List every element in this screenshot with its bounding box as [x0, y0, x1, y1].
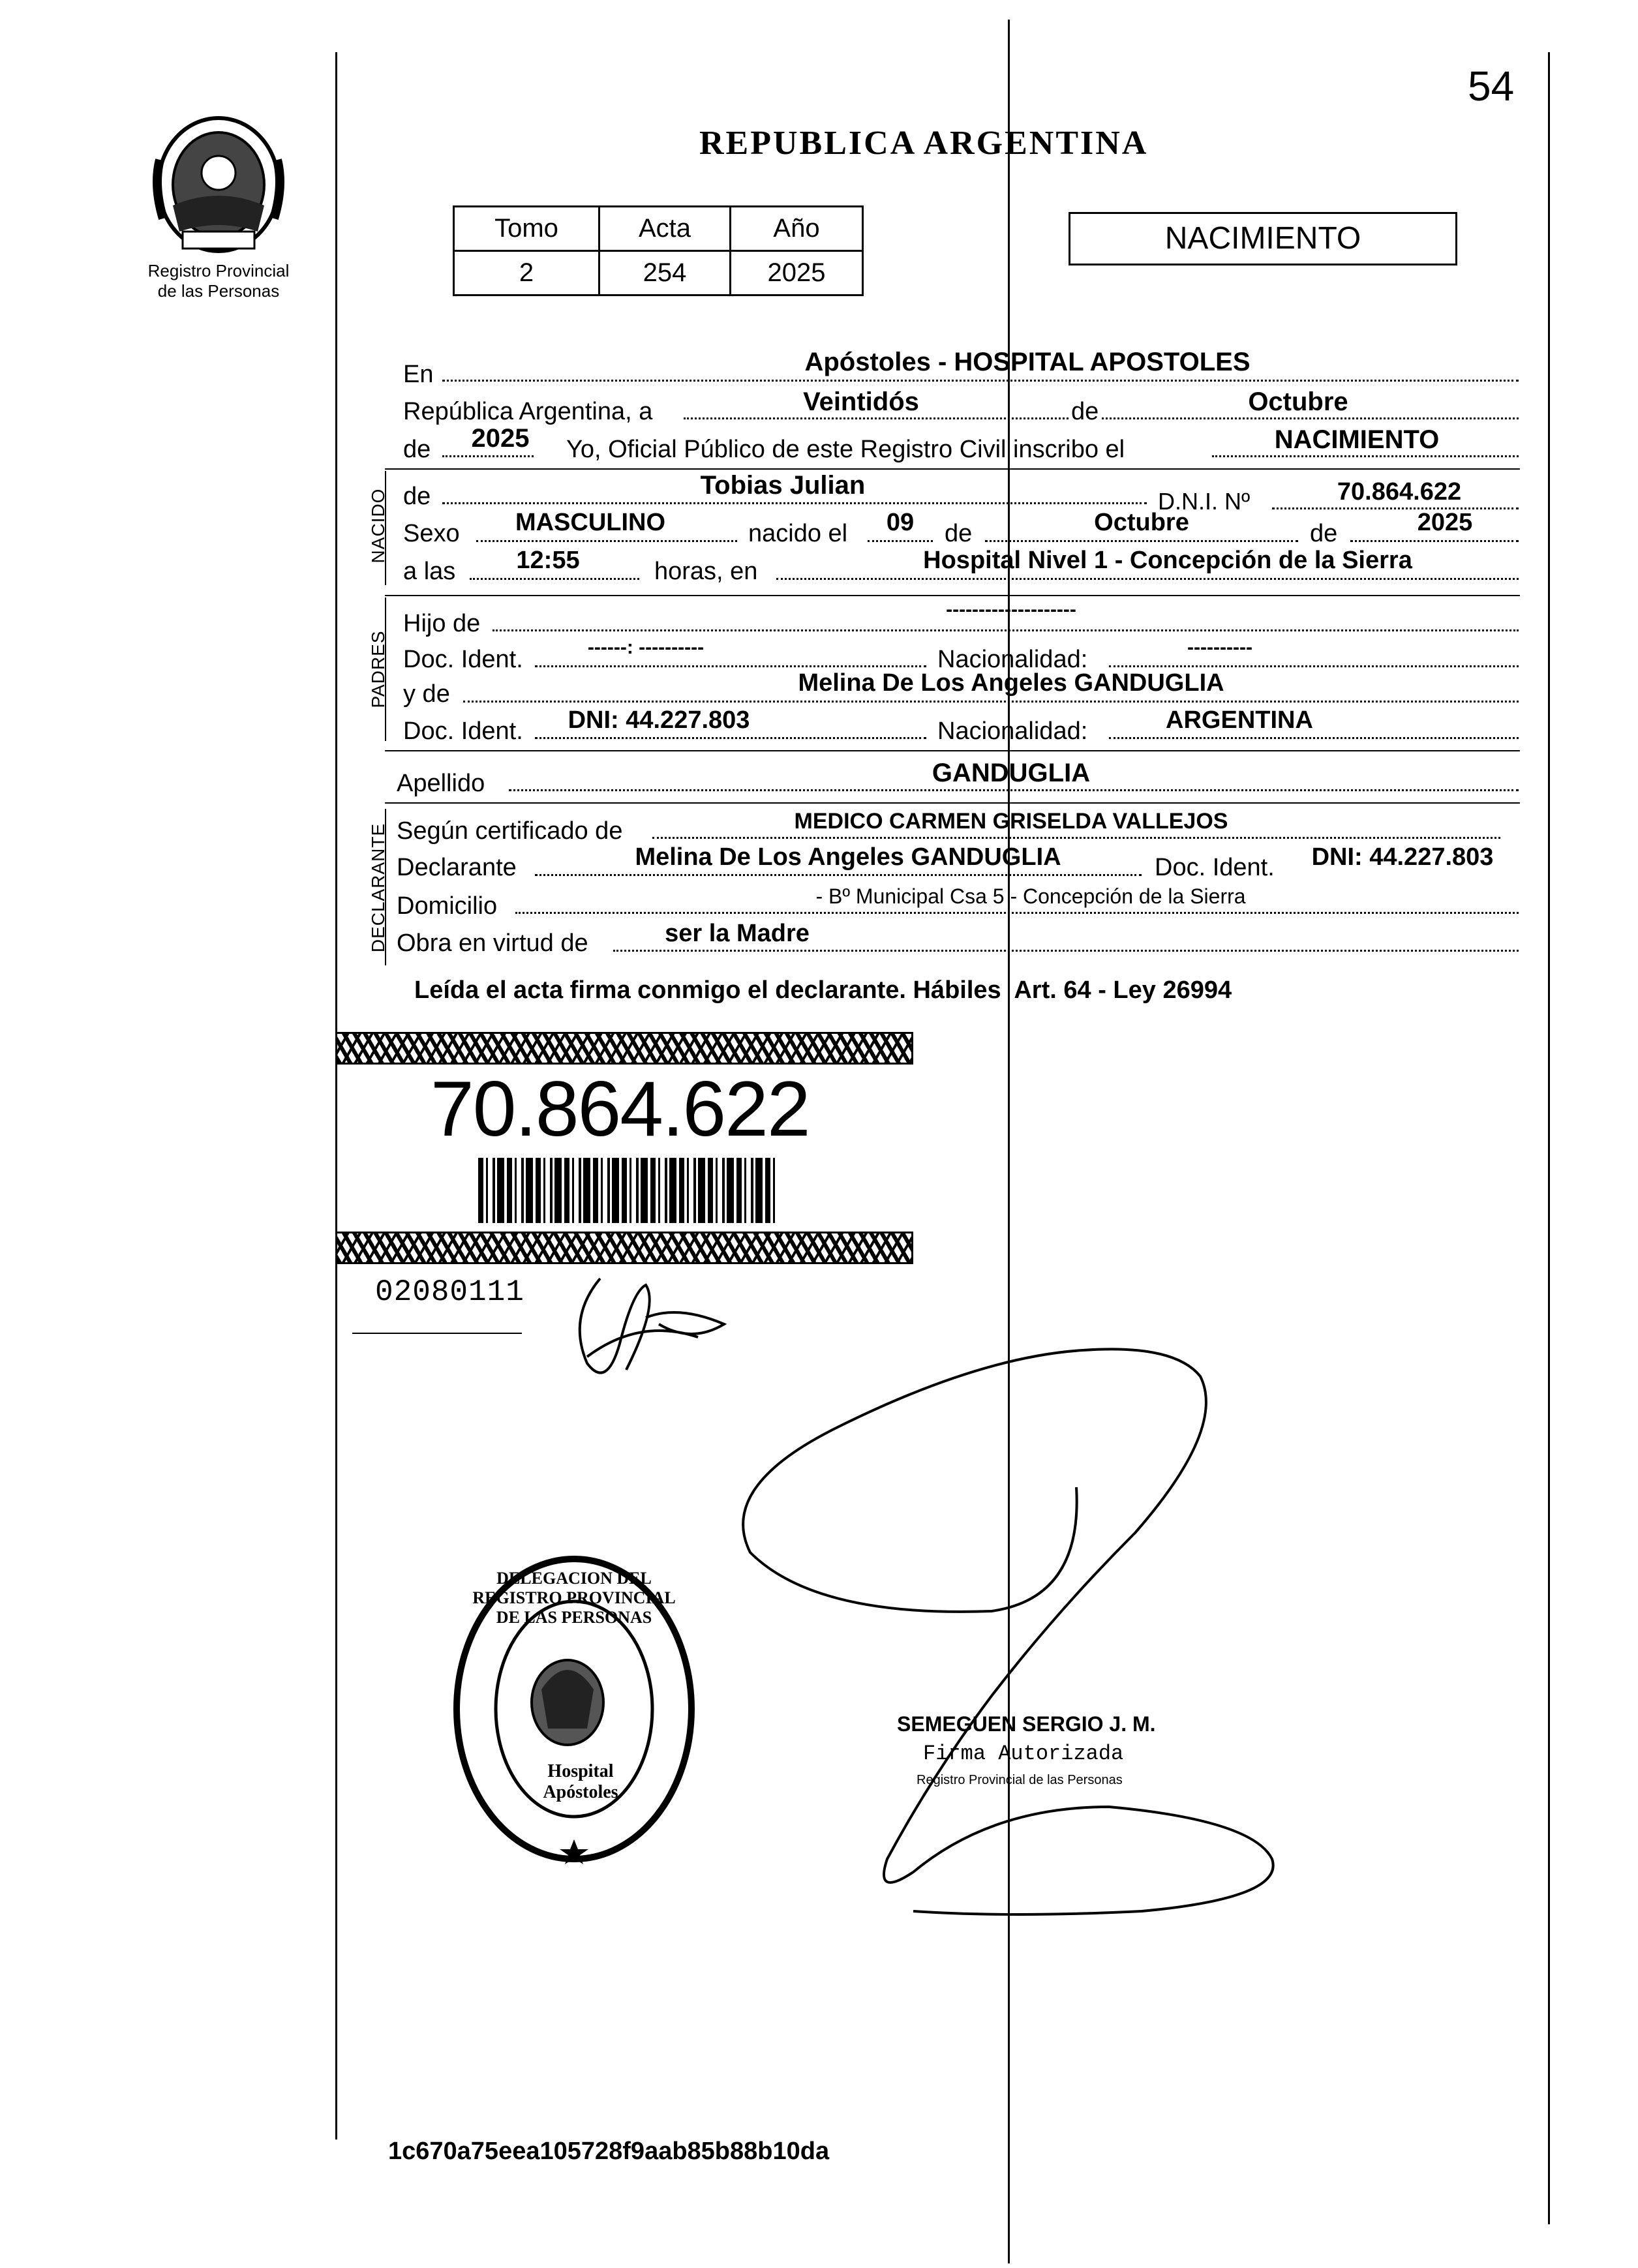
security-stripe-top [335, 1032, 913, 1065]
father-doc: ------: ---------- [587, 637, 705, 658]
dots [535, 665, 926, 667]
obra-value: ser la Madre [665, 920, 810, 947]
dots [493, 629, 1519, 631]
dni-label: D.N.I. Nº [1158, 488, 1251, 515]
table-value-ano: 2025 [731, 251, 863, 295]
dots [985, 540, 1298, 542]
official-name: SEMEGUEN SERGIO J. M. [897, 1712, 1156, 1736]
birth-month: Octubre [1094, 509, 1189, 536]
stamp-inner-text: Hospital Apóstoles [543, 1761, 618, 1802]
dots [776, 578, 1519, 580]
inscription-value: NACIMIENTO [1274, 425, 1440, 454]
official-signature [718, 1337, 1305, 1957]
father-nat: ---------- [1187, 637, 1252, 658]
domicilio-label: Domicilio [397, 892, 498, 920]
en-label: En [403, 361, 434, 388]
de2-label: de [403, 436, 431, 463]
dots [463, 701, 1519, 703]
official-title: Firma Autorizada [923, 1742, 1124, 1766]
dots [1109, 737, 1519, 739]
record-type: NACIMIENTO [1164, 221, 1361, 256]
horas-label: horas, en [654, 558, 758, 585]
official-office: Registro Provincial de las Personas [917, 1773, 1123, 1787]
child-dni: 70.864.622 [1337, 478, 1462, 506]
month-value: Octubre [1248, 387, 1348, 416]
dots [1212, 455, 1519, 457]
dots [476, 540, 737, 542]
sexo-label: Sexo [403, 520, 460, 547]
dots [535, 737, 926, 739]
mother-name: Melina De Los Angeles GANDUGLIA [798, 669, 1224, 697]
id-number: 70.864.622 [431, 1065, 810, 1153]
child-name: Tobias Julian [700, 471, 866, 500]
apellido-label: Apellido [397, 770, 485, 797]
dots [470, 578, 639, 580]
dots [613, 950, 1519, 952]
hijo-label: Hijo de [403, 610, 481, 637]
dots [442, 455, 534, 457]
table-header-ano: Año [731, 207, 863, 251]
mother-nat: ARGENTINA [1166, 706, 1313, 734]
document-hash: 1c670a75eea105728f9aab85b88b10da [388, 2138, 830, 2165]
table-value-tomo: 2 [454, 251, 599, 295]
table-header-tomo: Tomo [454, 207, 599, 251]
declarante-label: DECLARANTE [368, 823, 388, 953]
doc-label: Doc. Ident. [1155, 854, 1275, 881]
divider [385, 468, 1520, 470]
domicilio-value: - Bº Municipal Csa 5 - Concepción de la Sierra [815, 885, 1246, 908]
page-number: 54 [1468, 63, 1515, 110]
nac-label: Nacionalidad: [937, 718, 1088, 745]
dots [868, 540, 933, 542]
doc-label: Doc. Ident. [403, 646, 523, 673]
divider [352, 1333, 522, 1334]
declarante-value: Melina De Los Angeles GANDUGLIA [635, 843, 1061, 871]
yde-label: y de [403, 680, 450, 708]
a-las-label: a las [403, 558, 456, 585]
dots [442, 380, 1519, 382]
country-title: REPUBLICA ARGENTINA [699, 125, 1149, 162]
de-label: de [945, 520, 973, 547]
dots [442, 502, 1147, 504]
dots [1109, 665, 1519, 667]
dots [509, 789, 1519, 791]
stamp-ring-text: DELEGACION DEL REGISTRO PROVINCIAL DE LAS PERSONAS [472, 1569, 676, 1627]
officer-text: Yo, Oficial Público de este Registro Civil inscribo el [566, 436, 1125, 463]
divider [385, 750, 1520, 751]
record-table [453, 205, 864, 296]
birth-day: 09 [886, 509, 915, 536]
divider [385, 595, 1520, 596]
divider [385, 802, 1520, 804]
nacido-el-label: nacido el [748, 520, 848, 547]
right-margin-line [1548, 52, 1550, 2224]
nacido-label: NACIDO [368, 488, 388, 564]
birth-place: Hospital Nivel 1 - Concepción de la Sierra [923, 547, 1412, 574]
province-logo [147, 108, 290, 258]
sexo-value: MASCULINO [515, 509, 666, 536]
de-label: de [403, 483, 431, 510]
birth-year: 2025 [1417, 509, 1473, 536]
place-value: Apóstoles - HOSPITAL APOSTOLES [804, 348, 1251, 376]
de-label: de [1069, 398, 1101, 426]
dots [1350, 540, 1519, 542]
closing-text: Leída el acta firma conmigo el declarante. Hábiles Art. 64 - Ley 26994 [414, 976, 1232, 1004]
father-name: -------------------- [946, 599, 1076, 620]
left-margin-line [335, 52, 337, 2139]
birth-time: 12:55 [516, 547, 580, 574]
obra-label: Obra en virtud de [397, 930, 588, 957]
registry-name: Registro Provincial de las Personas [147, 261, 290, 301]
dots [535, 874, 1142, 876]
apellido-value: GANDUGLIA [932, 759, 1091, 787]
declarante-label-text: Declarante [397, 854, 517, 881]
barcode [478, 1158, 778, 1223]
de-label: de [1310, 520, 1338, 547]
record-type-box [1069, 212, 1457, 265]
dots [515, 912, 1519, 914]
dots [652, 837, 1500, 839]
nac-label: Nacionalidad: [937, 646, 1088, 673]
mother-doc: DNI: 44.227.803 [568, 706, 750, 734]
cert-value: MEDICO CARMEN GRISELDA VALLEJOS [794, 809, 1228, 834]
security-stripe-bottom [335, 1232, 913, 1264]
label-code: 02080111 [375, 1275, 524, 1309]
cert-label: Según certificado de [397, 817, 623, 845]
table-header-acta: Acta [599, 207, 731, 251]
doc-label: Doc. Ident. [403, 718, 523, 745]
year-value: 2025 [471, 424, 530, 453]
table-value-acta: 254 [599, 251, 731, 295]
padres-label: PADRES [368, 630, 388, 708]
declarante-doc: DNI: 44.227.803 [1311, 843, 1494, 871]
day-value: Veintidós [803, 387, 919, 416]
republica-label: República Argentina, a [403, 398, 653, 425]
